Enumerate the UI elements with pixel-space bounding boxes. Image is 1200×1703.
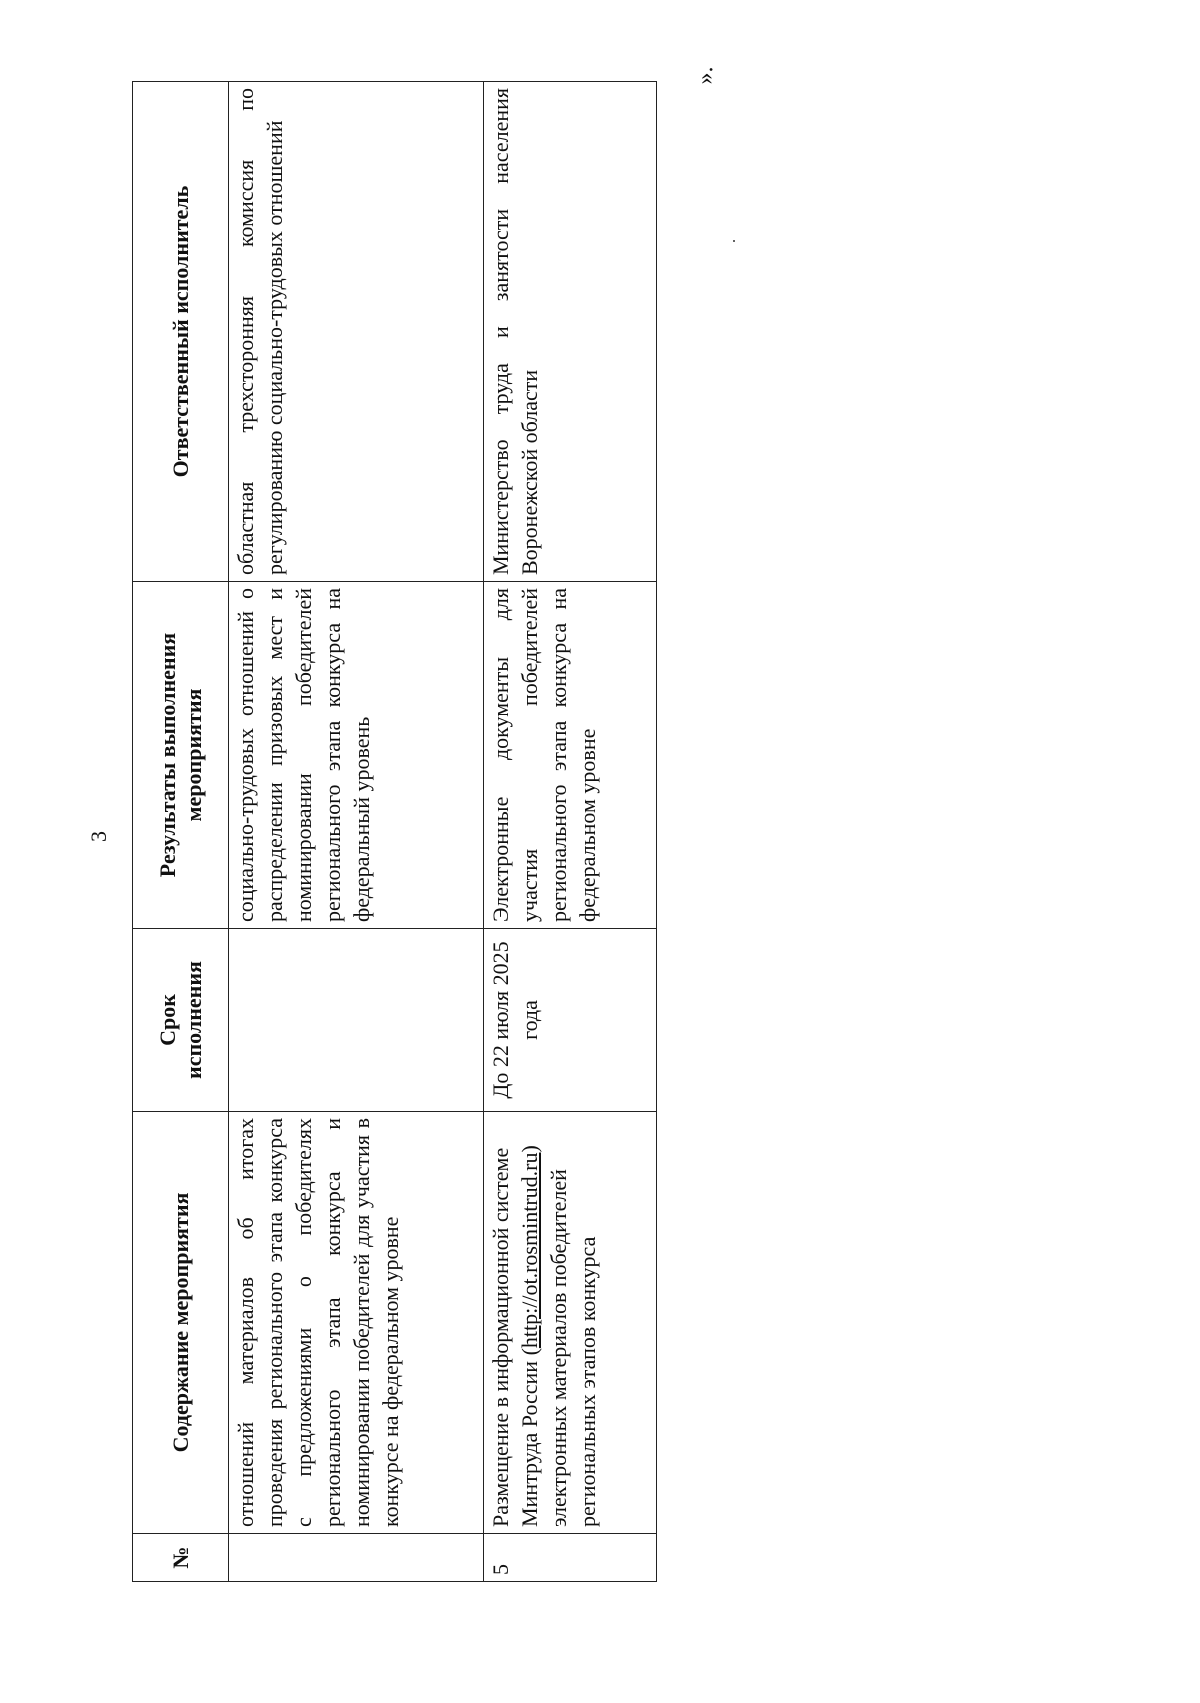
cell-executor: областная трехсторонняя комиссия по регулированию социально-трудовых отношений [229, 82, 484, 582]
cell-executor: Министерство труда и занятости населения Воронежской области [484, 82, 657, 582]
content-text: Размещение в информационной системе Минтруда России ( [488, 1147, 543, 1527]
cell-results: социально-трудовых отношений о распределении призовых мест и номинировании победителей регионального этапа конкурса на федеральный уровень [229, 582, 484, 929]
header-executor: Ответственный исполнитель [133, 82, 229, 582]
page-number: 3 [86, 831, 111, 842]
header-content: Содержание мероприятия [133, 1112, 229, 1534]
measures-table [132, 81, 657, 1582]
cell-deadline: До 22 июля 2025 года [484, 929, 657, 1112]
scan-speck [733, 240, 735, 242]
content-text: ) электронных материалов победителей региональных этапов конкурса [517, 1145, 601, 1527]
table-row [229, 82, 484, 1582]
cell-content [484, 1112, 657, 1534]
rosmintrud-link[interactable]: http://ot.rosmintrud.ru [517, 1152, 543, 1349]
cell-number: 5 [484, 1534, 657, 1582]
closing-quote: ». [692, 66, 719, 85]
header-results: Результаты выполнения мероприятия [133, 582, 229, 929]
cell-deadline [229, 929, 484, 1112]
cell-number [229, 1534, 484, 1582]
header-deadline: Срок исполнения [133, 929, 229, 1112]
measures-table-wrapper [132, 82, 656, 1582]
cell-content: отношений материалов об итогах проведения регионального этапа конкурса с предложениями о победителях регионального этапа конкурса и номинировании победителей для участия в конкурсе на федеральном уровне [229, 1112, 484, 1534]
cell-results: Электронные документы для участия победителей регионального этапа конкурса на федеральном уровне [484, 582, 657, 929]
table-row [484, 82, 657, 1582]
table-header-row [133, 82, 229, 1582]
header-number: № [133, 1534, 229, 1582]
